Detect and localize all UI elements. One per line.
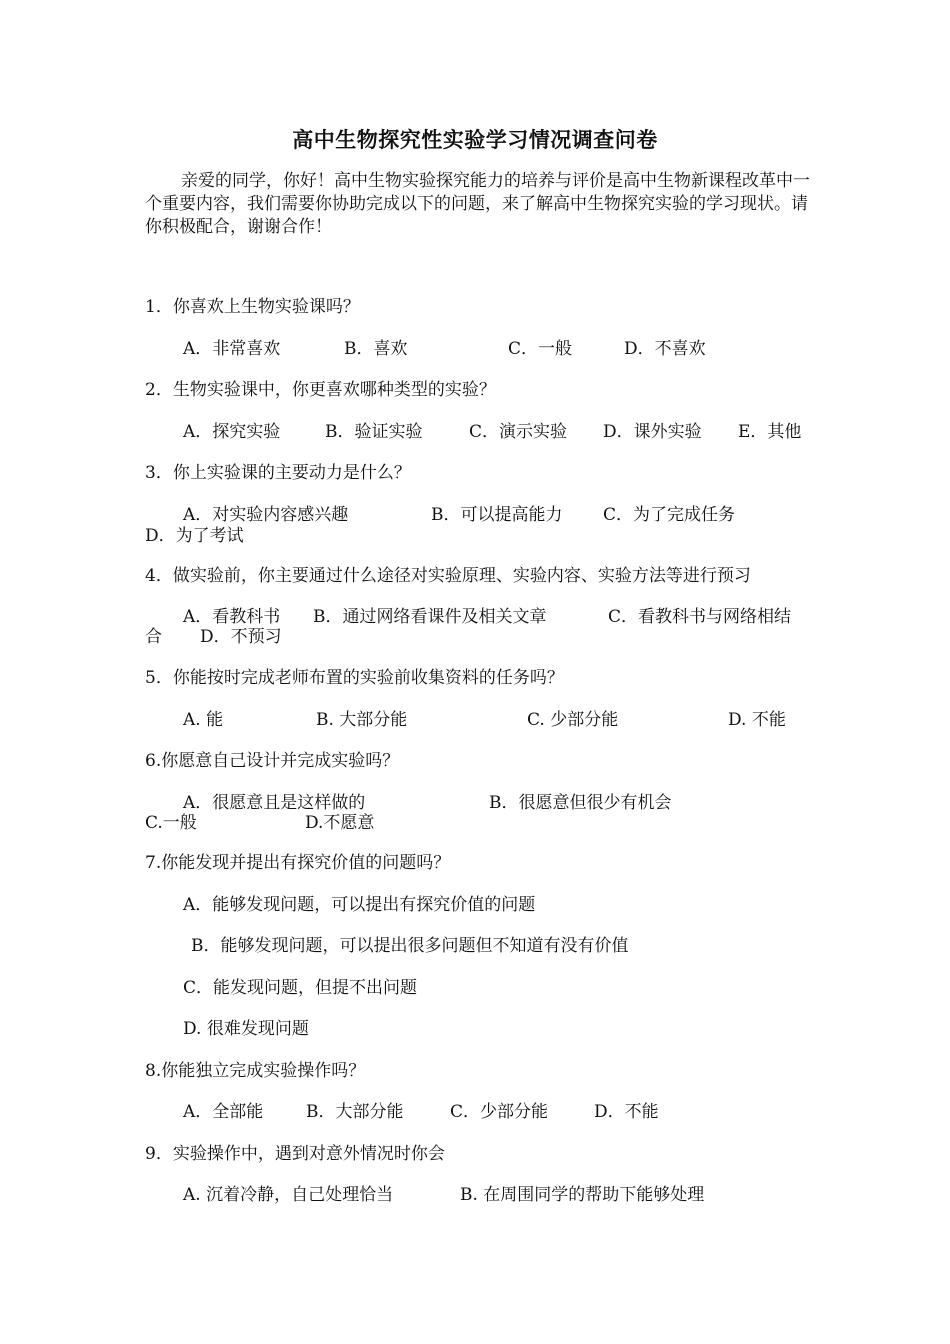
q7-option-c: C．能发现问题，但提不出问题: [183, 978, 418, 998]
q3-option-b: B．可以提高能力: [431, 505, 563, 525]
q3-option-a: A．对实验内容感兴趣: [183, 505, 349, 525]
intro-paragraph: 亲爱的同学，你好！高中生物实验探究能力的培养与评价是高中生物新课程改革中一个重要内容，我们需要你协助完成以下的问题，来了解高中生物探究实验的学习现状。请你积极配合，谢谢合作！: [145, 171, 810, 237]
q8-option-b: B．大部分能: [306, 1102, 404, 1122]
q7-option-b: B．能够发现问题，可以提出很多问题但不知道有没有价值: [191, 936, 629, 956]
q1-option-b: B．喜欢: [344, 339, 408, 359]
q4-option-c-continued: 合: [145, 627, 162, 647]
q7-option-a: A．能够发现问题，可以提出有探究价值的问题: [183, 895, 536, 915]
question-6: 6.你愿意自己设计并完成实验吗？: [145, 751, 400, 771]
q2-option-d: D．课外实验: [603, 422, 702, 442]
q6-option-a: A．很愿意且是这样做的: [183, 793, 366, 813]
question-5: 5．你能按时完成老师布置的实验前收集资料的任务吗？: [145, 668, 564, 688]
q2-option-c: C．演示实验: [469, 422, 568, 442]
q5-option-d: D. 不能: [728, 710, 786, 730]
q6-option-b: B．很愿意但很少有机会: [489, 793, 672, 813]
question-1: 1．你喜欢上生物实验课吗？: [145, 297, 360, 317]
q5-option-b: B. 大部分能: [316, 710, 408, 730]
q1-option-c: C．一般: [508, 339, 573, 359]
q8-option-a: A．全部能: [183, 1102, 264, 1122]
q6-option-c: C.一般: [145, 813, 197, 833]
q4-option-a: A．看教科书: [183, 607, 281, 627]
q4-option-b: B．通过网络看课件及相关文章: [313, 607, 547, 627]
question-3: 3．你上实验课的主要动力是什么？: [145, 463, 411, 483]
q1-option-a: A．非常喜欢: [183, 339, 281, 359]
question-7: 7.你能发现并提出有探究价值的问题吗？: [145, 853, 451, 873]
q3-option-d: D．为了考试: [145, 526, 244, 546]
q6-option-d: D.不愿意: [305, 813, 375, 833]
question-4: 4．做实验前，你主要通过什么途径对实验原理、实验内容、实验方法等进行预习: [145, 566, 751, 586]
q2-option-b: B．验证实验: [325, 422, 423, 442]
q2-option-a: A．探究实验: [183, 422, 281, 442]
question-9: 9．实验操作中，遇到对意外情况时你会: [145, 1144, 445, 1164]
q5-option-a: A. 能: [183, 710, 224, 730]
q9-option-a: A. 沉着冷静，自己处理恰当: [183, 1185, 394, 1205]
q9-option-b: B. 在周围同学的帮助下能够处理: [460, 1185, 705, 1205]
page-title: 高中生物探究性实验学习情况调查问卷: [292, 127, 658, 152]
q1-option-d: D．不喜欢: [624, 339, 706, 359]
q4-option-c: C．看教科书与网络相结: [608, 607, 792, 627]
q4-option-d: D．不预习: [200, 627, 282, 647]
question-2: 2．生物实验课中，你更喜欢哪种类型的实验？: [145, 380, 496, 400]
question-8: 8.你能独立完成实验操作吗？: [145, 1061, 366, 1081]
q7-option-d: D. 很难发现问题: [183, 1019, 309, 1039]
q2-option-e: E．其他: [738, 422, 802, 442]
q5-option-c: C. 少部分能: [527, 710, 619, 730]
q3-option-c: C．为了完成任务: [603, 505, 736, 525]
q8-option-d: D．不能: [594, 1102, 659, 1122]
q8-option-c: C．少部分能: [450, 1102, 549, 1122]
